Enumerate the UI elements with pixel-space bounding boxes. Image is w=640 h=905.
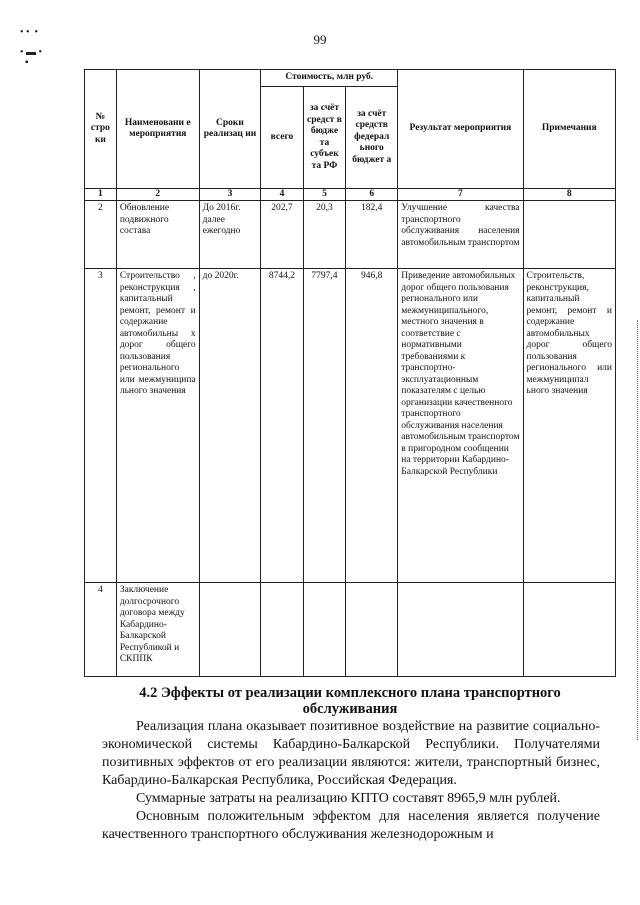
row-total	[261, 583, 303, 677]
row-total: 202,7	[261, 201, 303, 269]
paragraph: Основным положительным эффектом для населения является получение качественного транспортного обслуживания железнодорожным и	[102, 809, 600, 842]
section-title: 4.2 Эффекты от реализации комплексного плана транспортного обслуживания	[139, 685, 561, 717]
row-name: Заключение долгосрочного договора между Кабардино-Балкарской Республикой и СКППК	[116, 583, 199, 677]
row-federal-budget: 182,4	[346, 201, 398, 269]
header-subject-budget: за счёт средст в бюдже та субъек та РФ	[303, 87, 345, 189]
section-body	[102, 718, 600, 844]
header-cost-group: Стоимость, млн руб.	[261, 70, 398, 87]
scan-edge-artifact	[633, 320, 638, 740]
table-row	[85, 583, 616, 677]
row-note	[523, 583, 615, 677]
row-total: 8744,2	[261, 269, 303, 583]
row-terms: До 2016г. далее ежегодно	[199, 201, 261, 269]
row-num: 4	[85, 583, 117, 677]
header-result: Результат мероприятия	[398, 70, 523, 189]
row-name: Строительство , реконструкция , капитальный ремонт, ремонт и содержание автомобильны х дорог общего пользования регионального или межмуниципа льного значения	[116, 269, 199, 583]
col-number: 4	[261, 189, 303, 201]
table-row	[85, 201, 616, 269]
row-terms: до 2020г.	[199, 269, 261, 583]
header-note: Примечания	[523, 70, 615, 189]
scan-corner-marks: • • • • ▬ • ▪	[20, 27, 43, 68]
table-row	[85, 269, 616, 583]
row-subject-budget: 7797,4	[303, 269, 345, 583]
col-number: 2	[116, 189, 199, 201]
col-number: 7	[398, 189, 523, 201]
col-number: 5	[303, 189, 345, 201]
row-num: 2	[85, 201, 117, 269]
row-subject-budget: 20,3	[303, 201, 345, 269]
col-number: 8	[523, 189, 615, 201]
header-federal-budget: за счёт средств федерал ьного бюджет а	[346, 87, 398, 189]
header-total: всего	[261, 87, 303, 189]
paragraph: Реализация плана оказывает позитивное воздействие на развитие социально-экономической системы Кабардино-Балкарской Республики. Получателями позитивных эффектов от его реализации являются: жители, транспортный бизнес, Кабардино-Балкарская Республика, Российская Федерация.	[102, 719, 600, 788]
header-terms: Сроки реализац ии	[199, 70, 261, 189]
header-row-1	[85, 70, 616, 87]
page-number: 99	[313, 32, 327, 47]
col-number: 1	[85, 189, 117, 201]
col-number: 6	[346, 189, 398, 201]
row-subject-budget	[303, 583, 345, 677]
col-number: 3	[199, 189, 261, 201]
row-num: 3	[85, 269, 117, 583]
column-numbers-row	[85, 189, 616, 201]
row-terms	[199, 583, 261, 677]
row-result: Улучшение качества транспортного обслуживания населения автомобильным транспортом	[398, 201, 523, 269]
row-name: Обновление подвижного состава	[116, 201, 199, 269]
activities-table	[84, 69, 616, 677]
row-note	[523, 201, 615, 269]
row-result	[398, 583, 523, 677]
header-num: № стро ки	[85, 70, 117, 189]
paragraph: Суммарные затраты на реализацию КПТО составят 8965,9 млн рублей.	[136, 791, 561, 806]
row-federal-budget: 946,8	[346, 269, 398, 583]
row-federal-budget	[346, 583, 398, 677]
row-result: Приведение автомобильных дорог общего пользования регионального или межмуниципального, местного значения в соответствие с нормативными требованиями к транспортно-эксплуатационным показателям с целью организации качественного транспортного обслуживания населения автомобильным транспортом в пригородном сообщении на территории Кабардино-Балкарской Республики	[398, 269, 523, 583]
row-note: Строительств, реконструкция, капитальный ремонт, ремонт и содержание автомобильных дорог общего пользования регионального или межмуниципал ьного значения	[523, 269, 615, 583]
header-name: Наименовани е мероприятия	[116, 70, 199, 189]
